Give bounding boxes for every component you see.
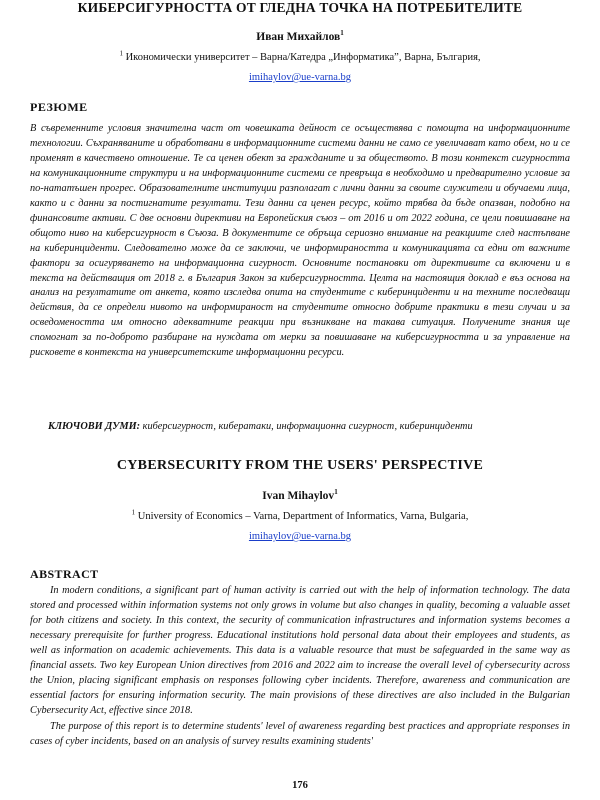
bulgarian-author: Иван Михайлов — [256, 31, 341, 43]
bulgarian-title: КИБЕРСИГУРНОСТТА ОТ ГЛЕДНА ТОЧКА НА ПОТРЕБИТЕЛИТЕ — [77, 0, 523, 15]
page-number: 176 — [292, 780, 308, 791]
bulgarian-affiliation-sup: 1 — [119, 49, 123, 58]
english-email-link[interactable]: imihaylov@ue-varna.bg — [248, 531, 352, 542]
english-affiliation: University of Economics – Varna, Department of Informatics, Varna, Bulgaria, — [137, 511, 469, 522]
english-email-line — [0, 531, 600, 542]
bulgarian-abstract-heading: РЕЗЮМЕ — [30, 100, 88, 114]
bulgarian-abstract-text: В съвременните условия значителна част от човешката дейност се осъществява с помощта на информационните технологии. Съхраняваните и обработвани в информационните системи данни не само се увеличават като обем, но и се променят в качествено отношение. Те са ценен обект за гражданите и за обществото. В този контекст сигурността на комуникационните структури и на информационните системи се превръща в необходимо и предварително условие за по-нататъшен прогрес. Образователните институции разполагат с лични данни за своите служители и обучаеми лица, както и с данни за постигнатите резултати. Тези данни са ценен ресурс, който трябва да бъде опазван, подобно на финансовите активи. С две основни директиви на Европейския съюз – от 2016 и от 2022 година, се цели повишаване на общото ниво на киберсигурност в Съюза. В документите се обръща сериозно внимание на реакциите след настъпване на киберинциденти. Следователно може да се заключи, че информираността и комуникацията са едни от важните фактори за осигуряването на информационна сигурност. Основните постановки от директивите са включени и в текста на действащия от 2018 г. в България Закон за киберсигурността. Целта на настоящия доклад е въз основа на анализ на резултатите от анкета, която изследва опита на студентите с киберинциденти и на техните последващи действия, да се определи нивото на информираност на студентите относно добрите практики в тези случаи и за осведомеността им относно адекватните реакции при възникване на такава ситуация. Получените знания ще спомогнат за по-доброто разбиране на нуждата от мерки за повишаване на киберсигурността и за управление на рисковете в контекста на университетските информационни ресурси. — [30, 123, 570, 359]
bulgarian-affiliation-line — [0, 49, 600, 63]
bulgarian-keywords-line — [48, 421, 583, 432]
bulgarian-email-line — [0, 72, 600, 83]
english-affiliation-line — [0, 508, 600, 522]
english-abstract-paragraph-2: The purpose of this report is to determine students' level of awareness regarding best practices and appropriate responses in cases of cyber incidents, based on an analysis of survey results examining students' — [30, 721, 570, 747]
english-abstract-text — [30, 583, 570, 749]
bulgarian-author-line — [0, 31, 600, 43]
bulgarian-author-sup: 1 — [340, 29, 344, 38]
english-title: CYBERSECURITY FROM THE USERS' PERSPECTIVE — [116, 458, 484, 473]
bulgarian-email-link[interactable]: imihaylov@ue-varna.bg — [248, 72, 352, 83]
bulgarian-keywords-label: КЛЮЧОВИ ДУМИ: — [48, 421, 141, 432]
english-abstract-heading: ABSTRACT — [30, 567, 99, 581]
english-affiliation-sup: 1 — [131, 508, 136, 517]
english-abstract-paragraph-1: In modern conditions, a significant part of human activity is carried out with the help of information technology. The data stored and processed within information systems not only grows in volume but also changes in quality, becoming a valuable asset for both citizens and society. In this context, the security of communication infrastructures and information systems becomes a necessary prerequisite for further progress. Educational institutions hold personal data about their employees and students, as well as information on academic achievements. This data is a valuable resource that must be safeguarded in the same way as financial assets. Two key European Union directives from 2016 and 2022 aim to increase the overall level of cybersecurity across the Union, placing significant emphasis on responses following cyber incidents. Therefore, awareness and communication are essential factors for ensuring information security. The main provisions of these directives are also included in the Bulgarian Cybersecurity Act, effective since 2018. — [30, 585, 570, 716]
bulgarian-affiliation: Икономически университет – Варна/Катедра „Информатика”, Варна, България, — [125, 52, 481, 63]
english-author-sup: 1 — [334, 488, 338, 497]
english-author: Ivan Mihaylov — [262, 490, 335, 502]
english-author-line — [0, 490, 600, 502]
bulgarian-keywords: киберсигурност, кибератаки, информационна сигурност, киберинциденти — [142, 421, 473, 432]
